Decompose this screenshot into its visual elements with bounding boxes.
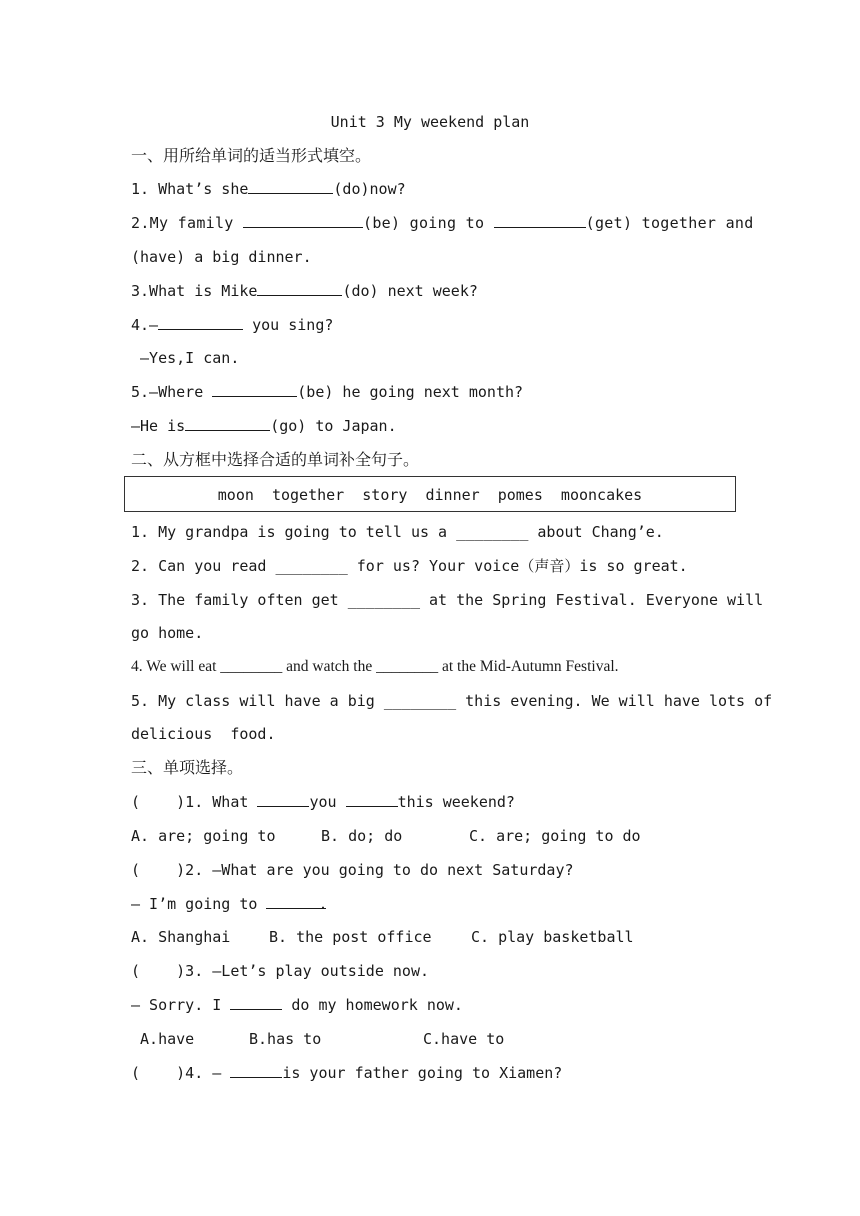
option-c[interactable]: C. play basketball <box>471 928 634 946</box>
answer-blank[interactable] <box>158 313 243 330</box>
answer-blank[interactable] <box>185 414 270 431</box>
s1-q2-hint-be: (be) going to <box>362 214 494 232</box>
s3-question-3-answer <box>131 993 731 1017</box>
s2-question-1: 1. My grandpa is going to tell us a ________ about Chang’e. <box>131 523 664 541</box>
answer-blank[interactable] <box>494 211 586 228</box>
s1-q5-answer-hint: (go) to Japan. <box>270 417 397 435</box>
word-bank-box: moon together story dinner pomes mooncakes <box>124 476 736 512</box>
s1-question-2 <box>131 211 754 235</box>
s3-q2-answer-text: — I’m going to <box>131 895 267 913</box>
s1-q5-answer-text: —He is <box>131 417 186 435</box>
answer-blank[interactable] <box>257 279 342 296</box>
s1-q2-text: 2.My family <box>131 214 243 232</box>
s3-q1-text-mid: you <box>309 793 346 811</box>
option-b[interactable]: B.has to <box>249 1030 322 1048</box>
s1-q4-text: 4.— <box>131 316 159 334</box>
s1-question-2-cont: (have) a big dinner. <box>131 248 312 266</box>
s1-q1-hint: (do)now? <box>333 180 406 198</box>
s3-question-4 <box>131 1061 731 1085</box>
s1-q4-text-end: you sing? <box>243 316 334 334</box>
s1-q2-hint-get: (get) together and <box>585 214 754 232</box>
page-title: Unit 3 My weekend plan <box>330 113 530 131</box>
s1-q5-hint: (be) he going next month? <box>297 383 524 401</box>
s3-q1-text-end: this weekend? <box>397 793 515 811</box>
answer-blank[interactable] <box>230 993 282 1010</box>
s2-question-5: 5. My class will have a big ________ this evening. We will have lots of <box>131 692 773 710</box>
s2-question-4: 4. We will eat ________ and watch the ________ at the Mid-Autumn Festival. <box>131 658 619 675</box>
s1-question-4-answer: —Yes,I can. <box>131 349 240 367</box>
s1-q3-hint: (do) next week? <box>342 282 478 300</box>
section3-heading: 三、单项选择。 <box>131 758 244 777</box>
s2-question-3-cont: go home. <box>131 624 204 642</box>
option-c[interactable]: C. are; going to do <box>469 827 641 845</box>
answer-blank[interactable] <box>248 177 333 194</box>
s3-question-3-options <box>131 1027 731 1051</box>
option-b[interactable]: B. the post office <box>269 928 432 946</box>
s1-q5-text: 5.—Where <box>131 383 213 401</box>
option-a[interactable]: A. are; going to <box>131 827 276 845</box>
answer-blank[interactable] <box>266 892 328 913</box>
s3-question-2-answer <box>131 892 731 916</box>
s3-q1-text: ( )1. What <box>131 793 258 811</box>
s1-question-5-answer <box>131 414 731 438</box>
section1-heading: 一、用所给单词的适当形式填空。 <box>131 146 372 165</box>
s1-q3-text: 3.What is Mike <box>131 282 258 300</box>
s3-question-1 <box>131 790 731 814</box>
s1-question-1 <box>131 177 731 201</box>
s3-q4-text-end: is your father going to Xiamen? <box>282 1064 563 1082</box>
option-b[interactable]: B. do; do <box>321 827 403 845</box>
section2-heading: 二、从方框中选择合适的单词补全句子。 <box>131 450 420 469</box>
s3-q3-answer-end: do my homework now. <box>282 996 463 1014</box>
option-a[interactable]: A.have <box>131 1030 195 1048</box>
s3-question-1-options <box>131 824 731 848</box>
answer-blank[interactable] <box>212 380 297 397</box>
answer-blank[interactable] <box>257 790 309 807</box>
answer-blank[interactable] <box>243 211 363 228</box>
s2-question-2: 2. Can you read ________ for us? Your voice（声音）is so great. <box>131 557 688 575</box>
option-a[interactable]: A. Shanghai <box>131 928 231 946</box>
option-c[interactable]: C.have to <box>423 1030 505 1048</box>
s3-q3-answer-text: — Sorry. I <box>131 996 231 1014</box>
s1-question-3 <box>131 279 731 303</box>
s2-question-5-cont: delicious food. <box>131 725 276 743</box>
s3-question-2: ( )2. —What are you going to do next Saturday? <box>131 861 574 879</box>
s3-q2-answer-period: . <box>318 895 328 913</box>
s1-q1-text: 1. What’s she <box>131 180 249 198</box>
s1-question-5 <box>131 380 731 404</box>
s3-q4-text: ( )4. — <box>131 1064 231 1082</box>
s3-question-2-options <box>131 925 731 949</box>
s3-question-3: ( )3. —Let’s play outside now. <box>131 962 430 980</box>
s2-question-3: 3. The family often get ________ at the Spring Festival. Everyone will <box>131 591 764 609</box>
s1-question-4 <box>131 313 731 337</box>
answer-blank[interactable] <box>230 1061 282 1078</box>
answer-blank[interactable] <box>346 790 398 807</box>
